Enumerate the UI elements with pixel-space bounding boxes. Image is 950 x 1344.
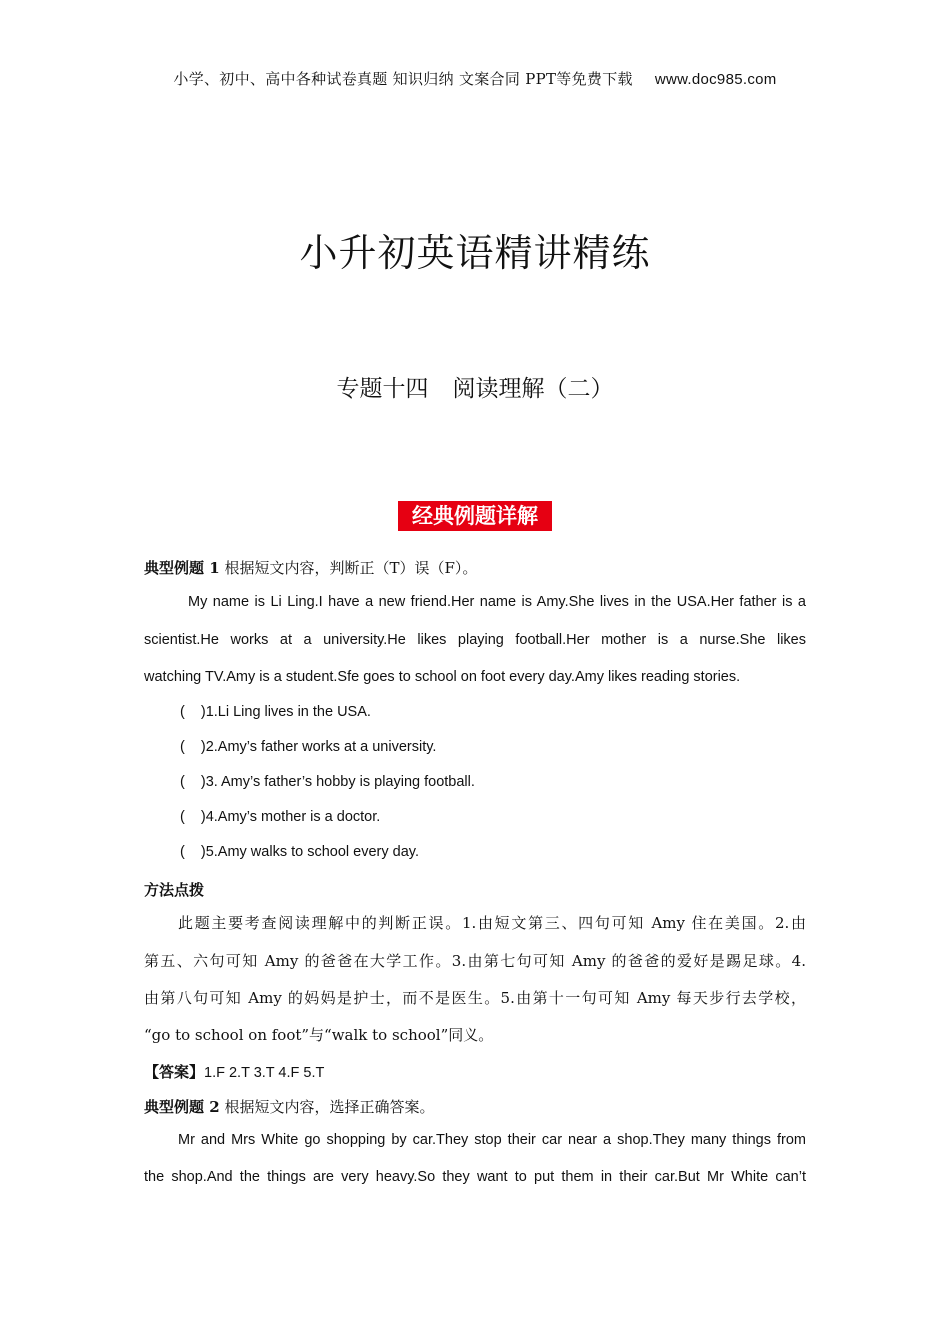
answer-paren-open: ( (180, 739, 185, 755)
page-header (0, 68, 950, 89)
example1-label: 典型例题 1 (144, 559, 220, 577)
subtitle-topic: 专题十四 (336, 376, 429, 402)
page-title: 小升初英语精讲精练 (299, 231, 651, 275)
method-line: “go to school on foot”与“walk to school”同义。 (144, 1026, 494, 1044)
question-text: 3. Amy’s father’s hobby is playing football. (205, 774, 475, 790)
question-item (180, 774, 842, 790)
answer-paren-open: ( (180, 809, 185, 825)
answer-paren-close: ) (200, 739, 206, 755)
subtitle-name: 阅读理解（二） (452, 376, 614, 402)
answer-paren-close: ) (200, 844, 206, 860)
answer-paren-close: ) (200, 774, 206, 790)
example1-passage-line: My name is Li Ling.I have a new friend.Her name is Amy.She lives in the USA.Her father is a (188, 594, 806, 610)
method-heading: 方法点拨 (144, 881, 205, 899)
answer-paren-open: ( (180, 774, 185, 790)
method-line: 第五、六句可知 Amy 的爸爸在大学工作。3.由第七句可知 Amy 的爸爸的爱好是踢足球。4. (144, 952, 806, 970)
example1-heading (144, 557, 806, 578)
method-line: 由第八句可知 Amy 的妈妈是护士，而不是医生。5.由第十一句可知 Amy 每天步行去学校， (144, 989, 806, 1007)
question-text: 1.Li Ling lives in the USA. (205, 704, 371, 720)
header-text: 小学、初中、高中各种试卷真题 知识归纳 文案合同 PPT等免费下载 (173, 70, 633, 88)
example1-instruction: 根据短文内容，判断正（T）误（F）。 (224, 559, 478, 577)
subtitle (0, 370, 950, 403)
question-item (180, 809, 842, 825)
answer-text: 1.F 2.T 3.T 4.F 5.T (204, 1065, 325, 1081)
question-item (180, 704, 842, 720)
question-item (180, 844, 842, 860)
question-text: 4.Amy’s mother is a doctor. (205, 809, 381, 825)
question-item (180, 739, 842, 755)
answer-line (144, 1061, 806, 1082)
example2-instruction: 根据短文内容，选择正确答案。 (224, 1098, 435, 1116)
section-banner: 经典例题详解 (398, 501, 552, 531)
question-text: 2.Amy’s father works at a university. (205, 739, 437, 755)
example2-passage-line: Mr and Mrs White go shopping by car.They stop their car near a shop.They many things from (178, 1132, 806, 1148)
answer-paren-close: ) (200, 704, 206, 720)
example1-passage-line: scientist.He works at a university.He likes playing football.Her mother is a nurse.She likes (144, 632, 806, 648)
example2-label: 典型例题 2 (144, 1098, 220, 1116)
answer-paren-close: ) (200, 809, 206, 825)
method-line: 此题主要考查阅读理解中的判断正误。1.由短文第三、四句可知 Amy 住在美国。2.由 (178, 914, 806, 932)
example2-passage-line: the shop.And the things are very heavy.So they want to put them in their car.But Mr White can’t (144, 1169, 806, 1185)
answer-paren-open: ( (180, 704, 185, 720)
answer-paren-open: ( (180, 844, 185, 860)
header-url[interactable]: www.doc985.com (654, 71, 777, 88)
answer-label: 【答案】 (144, 1063, 205, 1081)
example1-passage-line: watching TV.Amy is a student.Sfe goes to school on foot every day.Amy likes reading stories. (144, 669, 741, 685)
question-text: 5.Amy walks to school every day. (205, 844, 419, 860)
example2-heading (144, 1096, 806, 1117)
